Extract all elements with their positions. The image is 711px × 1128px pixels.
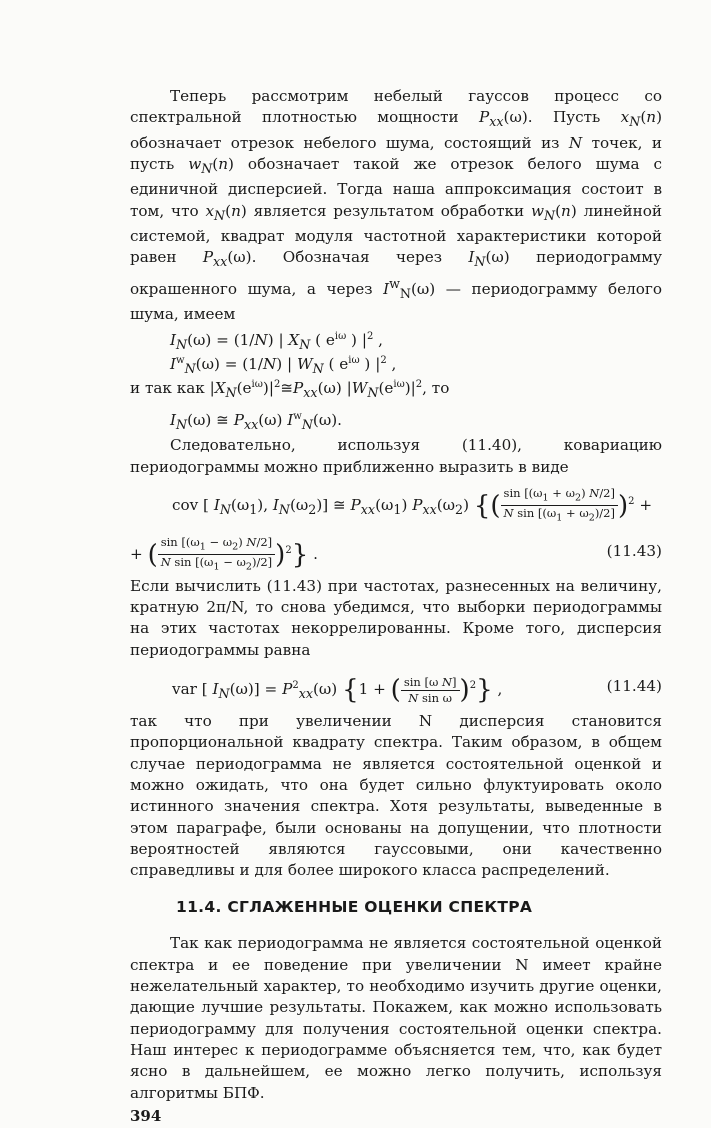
continuation-text: и так как $|X_N(e^{i\omega})|^2≅P_{xx}(\omega)$ $|W_N(e^{i\omega})|^2$, то xyxy=(130,379,450,401)
paragraph-4: Если вычислить (11.43) при частотах, разнесенных на величину, кратную 2π/N, то снова убедимся, что выборки периодограммы на этих частотах некоррелированны. Кроме того, дисперсия периодограммы равна xyxy=(130,576,662,659)
page-number: 394 xyxy=(130,1106,162,1125)
paragraph-1: Теперь рассмотрим небелый гауссов процесс со спектральной плотностью мощности $P_{xx}(\omega)$. Пусть $x_N(n)$ обозначает отрезок небелого шума, состоящий из N точек, и пусть $w_N(n)$ обозначает такой же отрезок белого шума с единичной дисперсией. Тогда наша аппроксимация состоит в том, что $x_N(n)$ является результатом обработки $w_N(n)$ линейной системой, квадрат модуля частотной характеристики которой равен $P_{xx}(\omega)$. Обозначая через $I_N(\omega)$ периодограмму окрашенного шума, а через $I^w_N(\omega)$ — периодограмму белого шума, имеем xyxy=(130,87,663,323)
equation-number-11-44: (11.44) xyxy=(606,677,662,696)
paragraph-5: так что при увеличении N дисперсия становится пропорциональной квадрату спектра. Таким образом, в общем случае периодограмма не является состоятельной оценкой и можно ожидать, что она будет сильно флуктуировать около истинного значения спектра. Хотя результаты, выведенные в этом параграфе, были основаны на допущении, что плотности вероятностей являются гауссовыми, они качественно справедливы и для более широкого класса распределений. xyxy=(130,712,662,880)
equation-covariance-line1: cov [ $I_N(\omega_1)$, $I_N(\omega_2)$] ≅ $P_{xx}(\omega_1)$ $P_{xx}(\omega_2)$ {( $\frac{\sin [(\omega_1 + \omega_2) N/2]}{N \sin [(\omega_1 + \omega_2)/2]}$ )$^2$ + xyxy=(172,486,653,524)
equation-periodogram-approx: $I_N(\omega)$ ≅ $P_{xx}(\omega)$ $I^w_N(\omega)$. xyxy=(170,411,342,433)
section-heading: 11.4. СГЛАЖЕННЫЕ ОЦЕНКИ СПЕКТРА xyxy=(176,898,533,917)
equation-covariance-line2: + ( $\frac{\sin [(\omega_1 - \omega_2) N/2]}{N \sin [(\omega_1 - \omega_2)/2]}$ )$^2$} . (11.43) xyxy=(130,526,662,576)
paragraph-6: Так как периодограмма не является состоятельной оценкой спектра и ее поведение при увеличении N имеет крайне нежелательный характер, то необходимо изучить другие оценки, дающие лучшие результаты. Покажем, как можно использовать периодограмму для получения состоятельной оценки спектра. Наш интерес к периодограмме объясняется тем, что, как будет ясно в дальнейшем, ее можно легко получить, используя алгоритмы БПФ. xyxy=(130,934,662,1102)
page-content xyxy=(130,86,662,1128)
equation-number-11-43: (11.43) xyxy=(606,541,662,560)
equation-periodogram-colored: $I_N(\omega) = (1/N)$ | $X_N$ ( $e^{i\omega}$ ) $|^2$ , xyxy=(170,331,383,353)
paragraph-3: Следовательно, используя (11.40), ковариацию периодограммы можно приближенно выразить в виде xyxy=(130,436,662,476)
equation-periodogram-white: $I^w_N(\omega) = (1/N)$ | $W_N$ ( $e^{i\omega}$ ) $|^2$ , xyxy=(170,355,397,377)
equation-variance: var [ $I_N(\omega)] = P^2_{xx}(\omega) \{1$ + ( $\frac{\text{sin [ω N]}}{\text{N sin ω}}$ )$^2$} , (11.44) xyxy=(172,661,662,711)
